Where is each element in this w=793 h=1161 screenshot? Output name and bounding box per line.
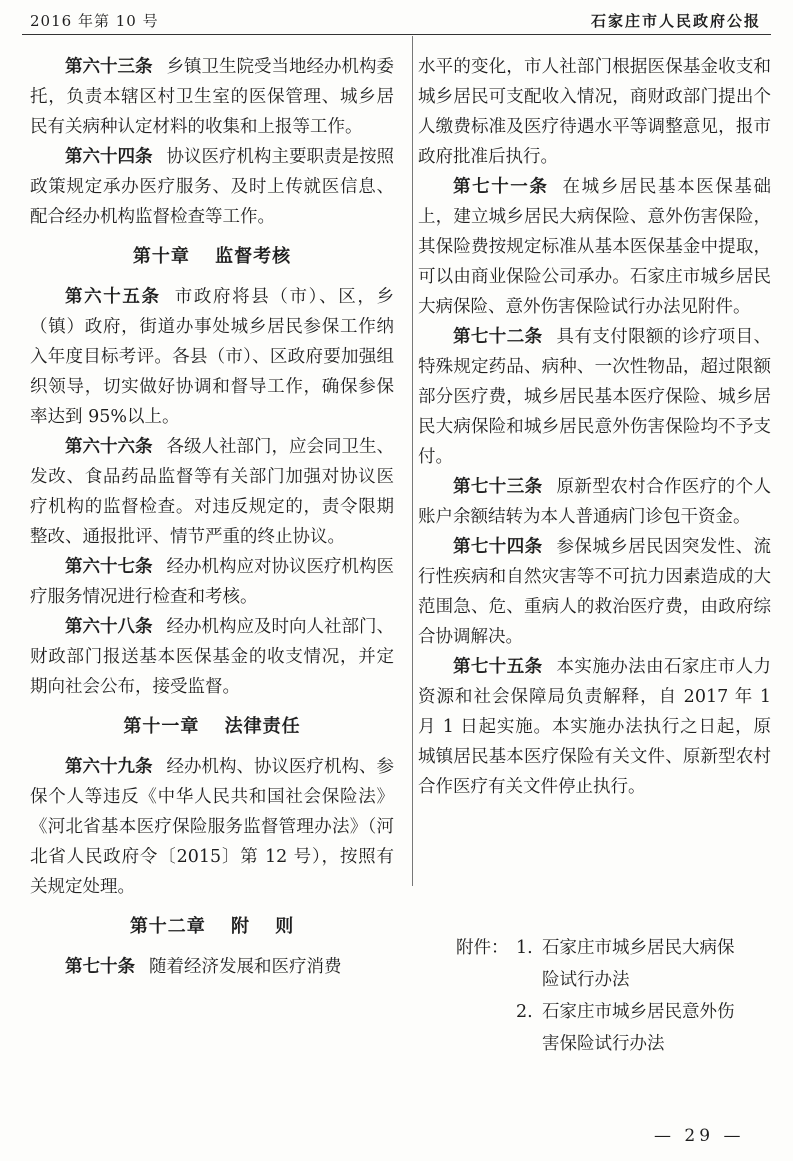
article-text: 参保城乡居民因突发性、流行性疾病和自然灾害等不可抗力因素造成的大范围急、危、重病人的救治医疗费，由政府综合协调解决。 bbox=[418, 537, 771, 647]
article-title: 第七十三条 bbox=[453, 477, 543, 497]
article-75 bbox=[418, 652, 771, 802]
page-header bbox=[22, 8, 771, 34]
attachment-title: 石家庄市城乡居民大病保 bbox=[542, 938, 735, 958]
article-70-continued bbox=[418, 52, 771, 172]
chapter-heading bbox=[30, 912, 394, 942]
attachments-label: 附件： bbox=[456, 938, 509, 958]
article-text: 乡镇卫生院受当地经办机构委托，负责本辖区村卫生室的医保管理、城乡居民有关病种认定材料的收集和上报等工作。 bbox=[30, 57, 394, 137]
chapter-number: 第十二章 bbox=[129, 916, 206, 937]
article-title: 第七十一条 bbox=[453, 177, 549, 197]
attachment-title: 石家庄市城乡居民意外伤 bbox=[542, 1002, 735, 1022]
column-divider bbox=[412, 36, 413, 886]
attachment-item-continued bbox=[418, 1028, 771, 1060]
left-column bbox=[30, 52, 394, 982]
article-title: 第六十三条 bbox=[65, 57, 153, 77]
article-title: 第六十八条 bbox=[65, 617, 153, 637]
article-text: 本实施办法由石家庄市人力资源和社会保障局负责解释，自 2017 年 1 月 1 日起实施。本实施办法执行之日起，原城镇居民基本医疗保险有关文件、原新型农村合作医疗有关文件停止执行。 bbox=[418, 657, 771, 797]
attachment-number: 2. bbox=[516, 1002, 533, 1022]
right-column bbox=[418, 52, 771, 802]
article-text: 协议医疗机构主要职责是按照政策规定承办医疗服务、及时上传就医信息、配合经办机构监督检查等工作。 bbox=[30, 147, 394, 227]
article-title: 第六十五条 bbox=[65, 287, 161, 307]
attachment-title: 害保险试行办法 bbox=[542, 1034, 665, 1054]
article-title: 第六十四条 bbox=[65, 147, 153, 167]
article-64 bbox=[30, 142, 394, 232]
attachment-item bbox=[418, 932, 771, 964]
article-67 bbox=[30, 552, 394, 612]
article-text: 市政府将县（市）、区，乡（镇）政府，街道办事处城乡居民参保工作纳入年度目标考评。各县（市）、区政府要加强组织领导，切实做好协调和督导工作，确保参保率达到 95%以上。 bbox=[30, 287, 394, 427]
chapter-title: 法律责任 bbox=[224, 716, 301, 737]
article-text: 经办机构应及时向人社部门、财政部门报送基本医保基金的收支情况，并定期向社会公布，接受监督。 bbox=[30, 617, 394, 697]
chapter-number: 第十章 bbox=[132, 246, 190, 267]
attachment-title: 险试行办法 bbox=[542, 970, 630, 990]
article-text: 原新型农村合作医疗的个人账户余额结转为本人普通病门诊包干资金。 bbox=[418, 477, 771, 527]
article-65 bbox=[30, 282, 394, 432]
header-rule bbox=[22, 34, 771, 35]
article-68 bbox=[30, 612, 394, 702]
article-63 bbox=[30, 52, 394, 142]
article-text: 各级人社部门，应会同卫生、发改、食品药品监督等有关部门加强对协议医疗机构的监督检查。对违反规定的，责令限期整改、通报批评、情节严重的终止协议。 bbox=[30, 437, 394, 547]
article-74 bbox=[418, 532, 771, 652]
page-number: — 29 — bbox=[654, 1126, 745, 1146]
article-70 bbox=[30, 952, 394, 982]
chapter-title-part: 附 bbox=[231, 916, 250, 937]
chapter-heading bbox=[30, 712, 394, 742]
article-text: 经办机构、协议医疗机构、参保个人等违反《中华人民共和国社会保险法》《河北省基本医疗保险服务监督管理办法》（河北省人民政府令〔2015〕第 12 号），按照有关规定处理。 bbox=[30, 757, 394, 897]
article-title: 第六十九条 bbox=[65, 757, 153, 777]
chapter-title: 监督考核 bbox=[215, 246, 292, 267]
chapter-number: 第十一章 bbox=[123, 716, 200, 737]
article-title: 第七十二条 bbox=[453, 327, 543, 347]
article-73 bbox=[418, 472, 771, 532]
article-text: 在城乡居民基本医保基础上，建立城乡居民大病保险、意外伤害保险，其保险费按规定标准从基本医保基金中提取，可以由商业保险公司承办。石家庄市城乡居民大病保险、意外伤害保险试行办法见附件。 bbox=[418, 177, 771, 317]
chapter-heading bbox=[30, 242, 394, 272]
article-66 bbox=[30, 432, 394, 552]
chapter-title-part: 则 bbox=[275, 916, 295, 937]
article-title: 第七十条 bbox=[65, 957, 135, 977]
article-71 bbox=[418, 172, 771, 322]
attachments bbox=[418, 932, 771, 1060]
attachment-item bbox=[418, 996, 771, 1028]
article-text: 经办机构应对协议医疗机构医疗服务情况进行检查和考核。 bbox=[30, 557, 394, 607]
article-69 bbox=[30, 752, 394, 902]
issue-label: 2016 年第 10 号 bbox=[30, 12, 159, 30]
article-title: 第六十七条 bbox=[65, 557, 153, 577]
article-title: 第六十六条 bbox=[65, 437, 153, 457]
attachment-item-continued bbox=[418, 964, 771, 996]
article-text: 具有支付限额的诊疗项目、特殊规定药品、病种、一次性物品，超过限额部分医疗费，城乡居民基本医疗保险、城乡居民大病保险和城乡居民意外伤害保险均不予支付。 bbox=[418, 327, 771, 467]
publication-title: 石家庄市人民政府公报 bbox=[590, 12, 761, 30]
article-title: 第七十五条 bbox=[453, 657, 543, 677]
attachment-number: 1. bbox=[516, 938, 533, 958]
article-72 bbox=[418, 322, 771, 472]
article-text: 水平的变化，市人社部门根据医保基金收支和城乡居民可支配收入情况，商财政部门提出个人缴费标准及医疗待遇水平等调整意见，报市政府批准后执行。 bbox=[418, 57, 771, 167]
article-title: 第七十四条 bbox=[453, 537, 543, 557]
article-text: 随着经济发展和医疗消费 bbox=[149, 957, 342, 977]
